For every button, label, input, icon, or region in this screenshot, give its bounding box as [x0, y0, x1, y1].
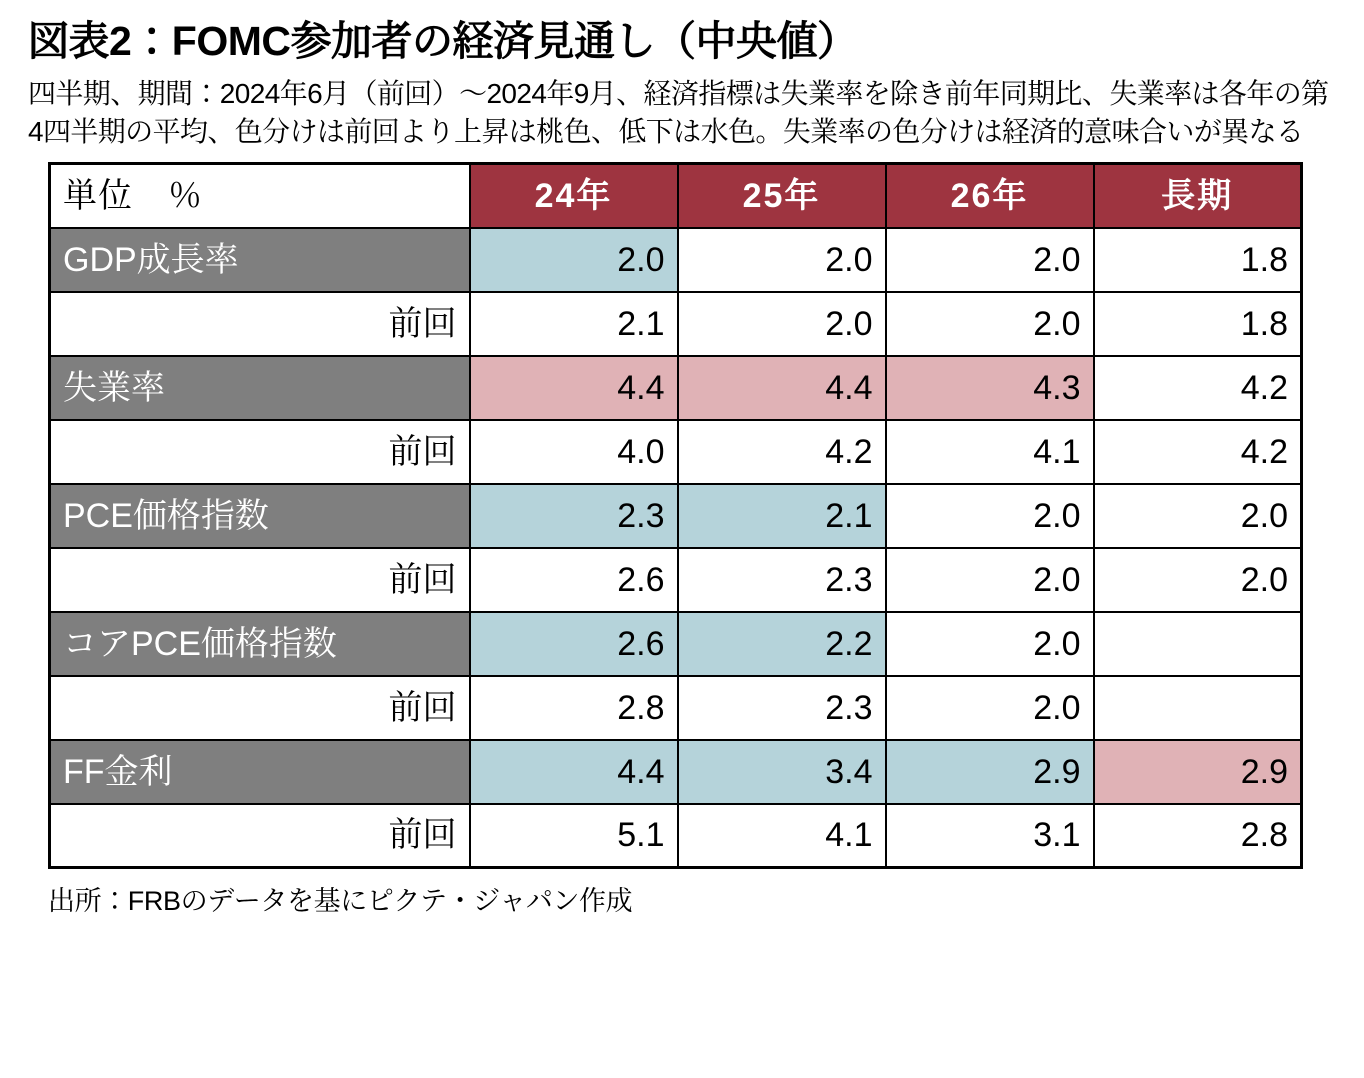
table-header [50, 164, 1302, 228]
table-cell: 4.4 [678, 356, 886, 420]
table-cell: 3.4 [678, 740, 886, 804]
table-cell: 2.0 [678, 228, 886, 292]
row-label-indicator: FF金利 [50, 740, 470, 804]
table-cell: 2.1 [470, 292, 678, 356]
table-row [50, 420, 1302, 484]
table-cell: 2.0 [470, 228, 678, 292]
column-header-2024: 24年 [470, 164, 678, 228]
table-row [50, 676, 1302, 740]
table-body [50, 228, 1302, 868]
column-header-2025: 25年 [678, 164, 886, 228]
table-row [50, 740, 1302, 804]
column-header-longrun: 長期 [1094, 164, 1302, 228]
table-cell: 1.8 [1094, 228, 1302, 292]
table-cell: 5.1 [470, 804, 678, 868]
table-cell [1094, 676, 1302, 740]
table-row [50, 228, 1302, 292]
figure-note: 四半期、期間：2024年6月（前回）～2024年9月、経済指標は失業率を除き前年同期比、失業率は各年の第4四半期の平均、色分けは前回より上昇は桃色、低下は水色。失業率の色分けは経済的意味合いが異なる [28, 78, 1329, 147]
table-cell: 2.9 [1094, 740, 1302, 804]
table-row [50, 484, 1302, 548]
table-cell: 2.0 [886, 612, 1094, 676]
table-cell: 2.3 [678, 676, 886, 740]
table-header-row [50, 164, 1302, 228]
table-cell: 2.0 [1094, 484, 1302, 548]
table-cell: 2.8 [470, 676, 678, 740]
table-cell: 4.3 [886, 356, 1094, 420]
row-label-indicator: GDP成長率 [50, 228, 470, 292]
table-cell: 4.2 [1094, 420, 1302, 484]
table-cell: 4.4 [470, 356, 678, 420]
row-label-indicator: PCE価格指数 [50, 484, 470, 548]
table-cell: 2.3 [470, 484, 678, 548]
row-label-previous: 前回 [50, 548, 470, 612]
table-cell: 2.1 [678, 484, 886, 548]
row-label-indicator: 失業率 [50, 356, 470, 420]
table-cell: 2.2 [678, 612, 886, 676]
table-row [50, 356, 1302, 420]
table-row [50, 612, 1302, 676]
row-label-previous: 前回 [50, 676, 470, 740]
table-cell: 2.0 [886, 228, 1094, 292]
table-cell: 4.1 [678, 804, 886, 868]
table-row [50, 292, 1302, 356]
table-cell: 2.6 [470, 612, 678, 676]
table-cell: 4.2 [678, 420, 886, 484]
table-cell: 3.1 [886, 804, 1094, 868]
table-row [50, 804, 1302, 868]
table-cell: 4.2 [1094, 356, 1302, 420]
table-cell: 2.0 [886, 676, 1094, 740]
table-cell [1094, 612, 1302, 676]
table-cell: 2.0 [1094, 548, 1302, 612]
table-cell: 2.3 [678, 548, 886, 612]
row-label-previous: 前回 [50, 292, 470, 356]
row-label-previous: 前回 [50, 420, 470, 484]
table-cell: 1.8 [1094, 292, 1302, 356]
forecast-table [48, 162, 1303, 869]
table-cell: 4.4 [470, 740, 678, 804]
table-cell: 2.8 [1094, 804, 1302, 868]
table-cell: 2.9 [886, 740, 1094, 804]
page-title: 図表2：FOMC参加者の経済見通し（中央値） [28, 18, 858, 64]
row-label-indicator: コアPCE価格指数 [50, 612, 470, 676]
table-cell: 2.0 [886, 292, 1094, 356]
table-cell: 4.0 [470, 420, 678, 484]
table-row [50, 548, 1302, 612]
table-cell: 4.1 [886, 420, 1094, 484]
row-label-previous: 前回 [50, 804, 470, 868]
column-header-2026: 26年 [886, 164, 1094, 228]
table-cell: 2.0 [678, 292, 886, 356]
source-note: 出所：FRBのデータを基にピクテ・ジャパン作成 [48, 886, 633, 917]
table-cell: 2.0 [886, 548, 1094, 612]
table-cell: 2.0 [886, 484, 1094, 548]
table-cell: 2.6 [470, 548, 678, 612]
unit-label: 単位 ％ [50, 164, 470, 228]
